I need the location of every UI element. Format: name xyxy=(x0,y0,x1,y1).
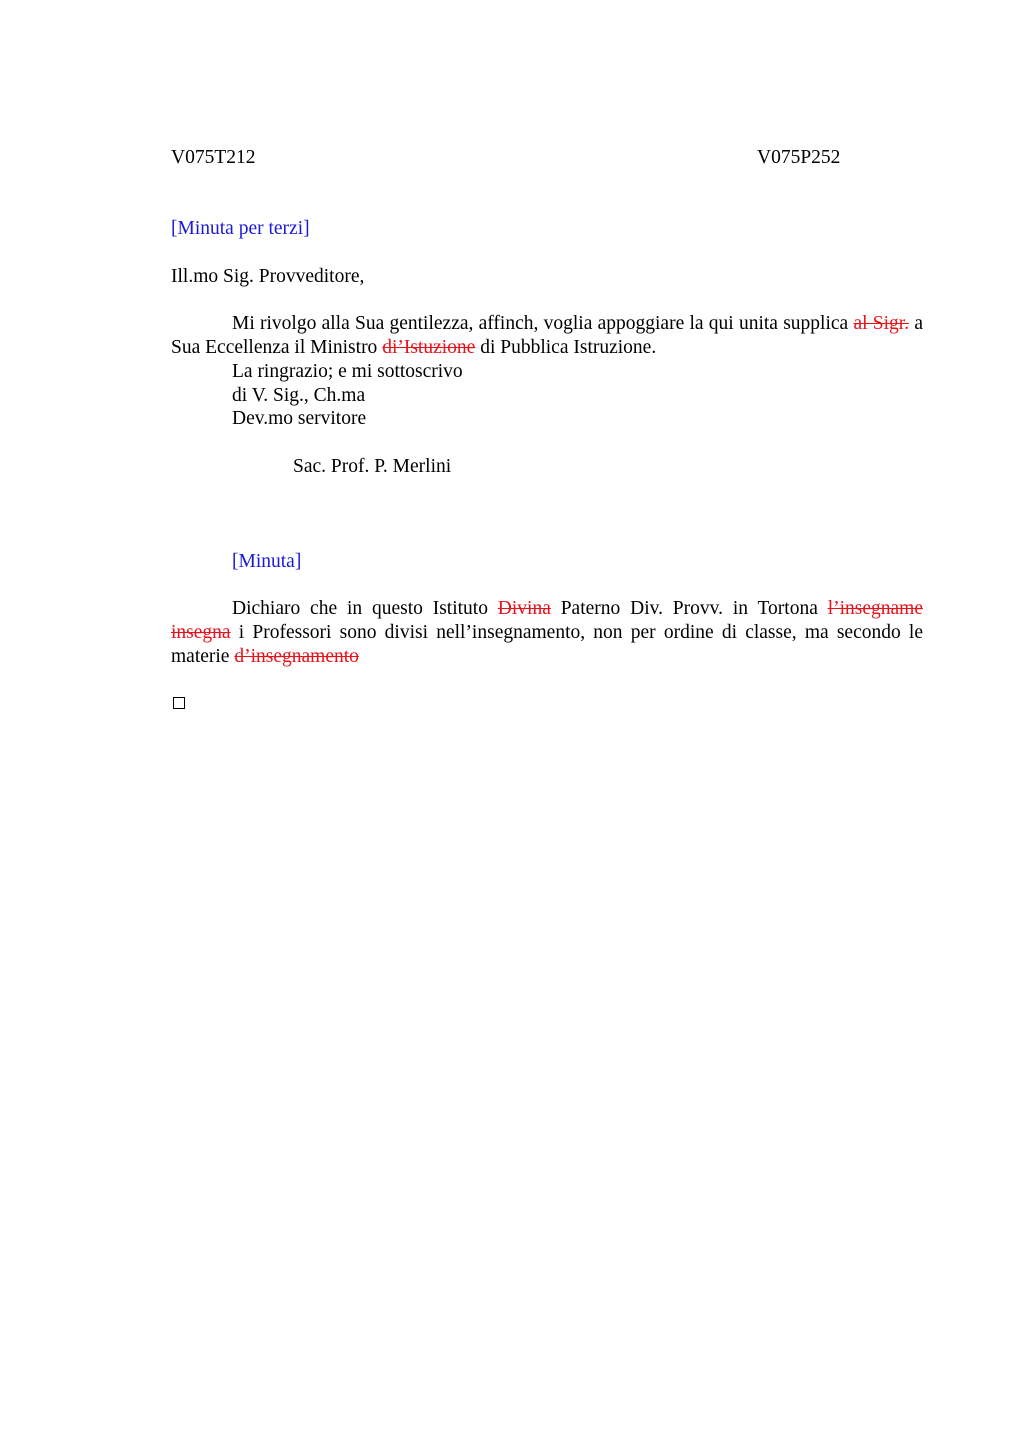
paragraph-text: Paterno Div. Provv. in Tortona xyxy=(550,598,828,619)
signature: Sac. Prof. P. Merlini xyxy=(293,456,452,477)
declaration-paragraph xyxy=(171,597,923,669)
closing-line: Dev.mo servitore xyxy=(232,408,367,429)
paragraph-text: i Professori sono divisi nell’insegnamento, non per ordine di classe, ma secondo le materie xyxy=(171,622,923,667)
section-heading-minuta: [Minuta] xyxy=(232,551,302,572)
closing-line: La ringrazio; e mi sottoscrivo xyxy=(232,361,463,382)
paragraph-text: Mi rivolgo alla Sua gentilezza, affinch, voglia appoggiare la qui unita supplica xyxy=(232,313,854,334)
deleted-text: l’insegname insegna xyxy=(171,598,923,643)
deleted-text: di’Istuzione xyxy=(382,337,476,358)
section-heading-minuta-per-terzi: [Minuta per terzi] xyxy=(171,218,310,239)
letter-paragraph xyxy=(171,312,923,360)
closing-line: di V. Sig., Ch.ma xyxy=(232,385,366,406)
checkbox-icon xyxy=(173,697,185,709)
paragraph-text: a Sua Eccellenza il Ministro xyxy=(171,313,923,358)
paragraph-text: Dichiaro che in questo Istituto xyxy=(232,598,498,619)
deleted-text: Divina xyxy=(497,598,551,619)
salutation: Ill.mo Sig. Provveditore, xyxy=(171,266,365,287)
document-code-left: V075T212 xyxy=(171,147,256,168)
deleted-text: al Sigr. xyxy=(853,313,910,334)
paragraph-text: di Pubblica Istruzione. xyxy=(475,337,657,358)
deleted-text: d’insegnamento xyxy=(234,646,359,667)
document-code-right: V075P252 xyxy=(757,147,841,168)
